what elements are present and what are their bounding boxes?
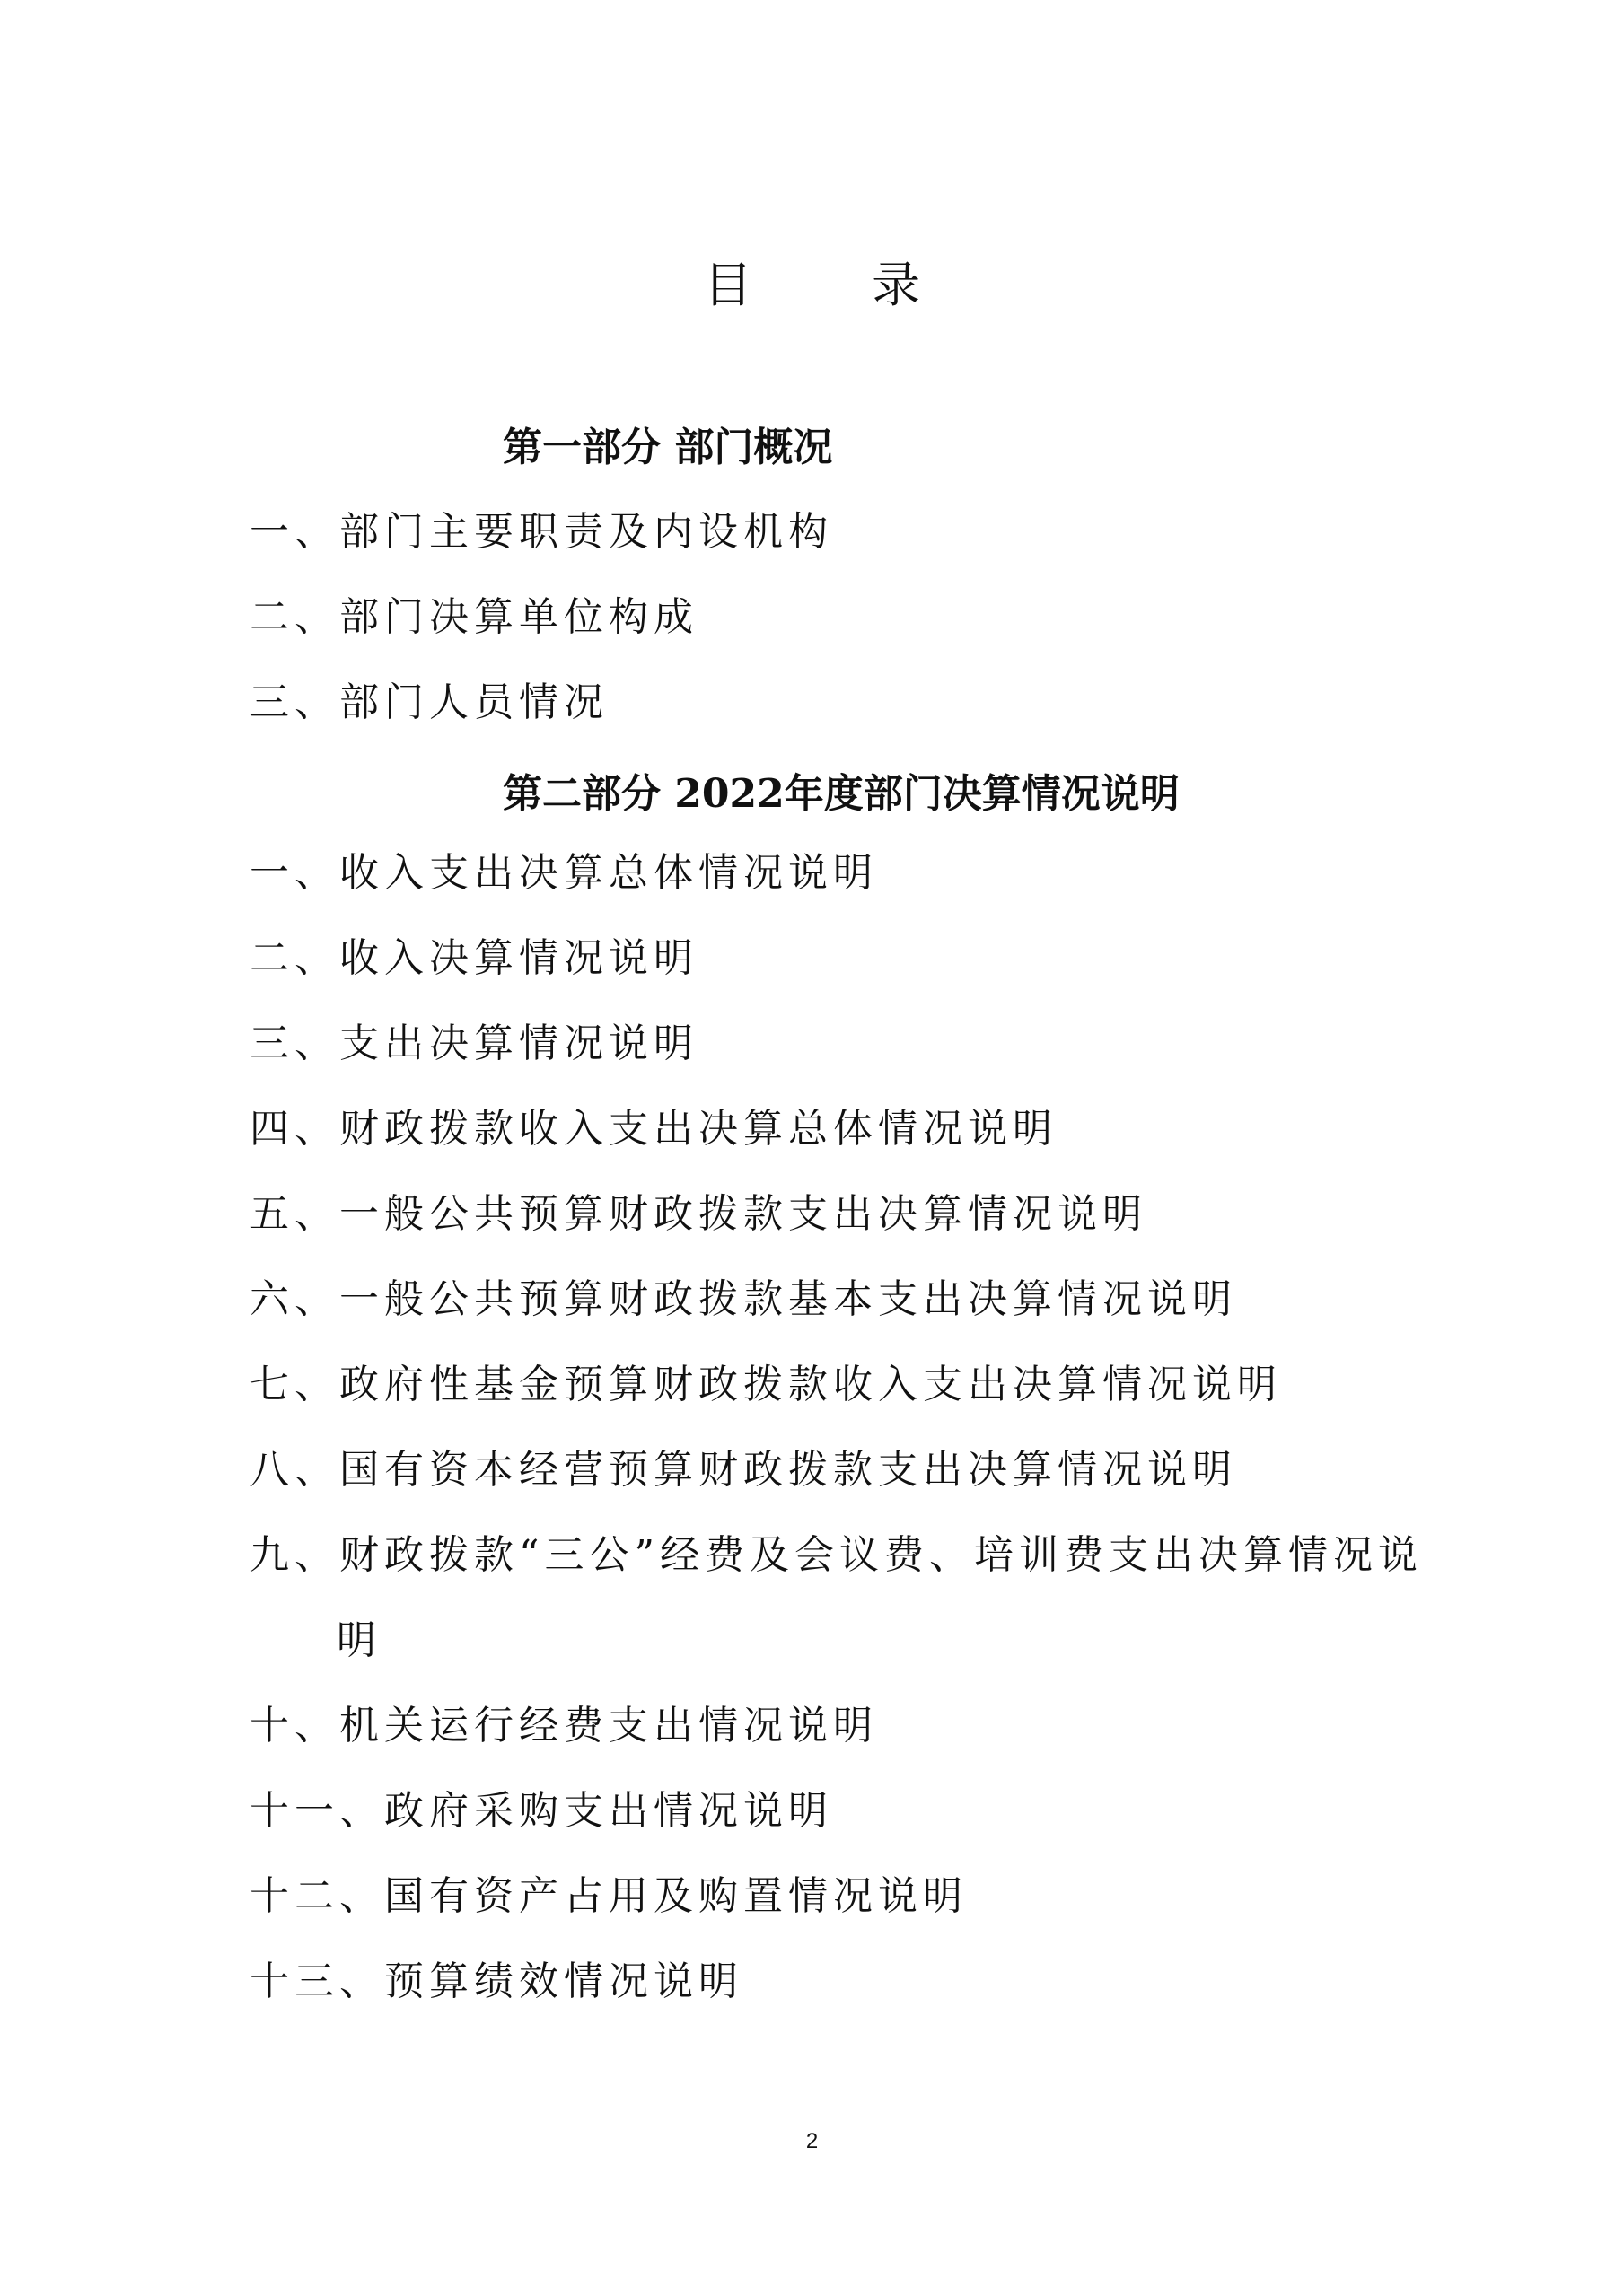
page-number: 2: [805, 2129, 819, 2153]
toc-item-part1-1: 一、部门主要职责及内设机构: [250, 509, 833, 555]
toc-item-part2-12: 十二、国有资产占用及购置情况说明: [250, 1873, 968, 1919]
part1-heading: 第一部分 部门概况: [503, 425, 833, 470]
toc-item-part1-3: 三、部门人员情况: [250, 679, 609, 725]
toc-item-part1-2: 二、部门决算单位构成: [250, 594, 698, 640]
toc-item-part2-9: [250, 1512, 1423, 1598]
toc-item-part2-9-line1: 九、财政拨款“三公”经费及会议费、培训费支出决算情况说: [250, 1532, 1423, 1578]
toc-item-part2-10: 十、机关运行经费支出情况说明: [250, 1703, 878, 1748]
toc-item-part2-13: 十三、预算绩效情况说明: [250, 1959, 743, 2004]
toc-item-part2-5: 五、一般公共预算财政拨款支出决算情况说明: [250, 1191, 1147, 1237]
toc-item-part2-11: 十一、政府采购支出情况说明: [250, 1788, 833, 1834]
toc-item-part2-7: 七、政府性基金预算财政拨款收入支出决算情况说明: [250, 1362, 1282, 1407]
toc-item-part2-2: 二、收入决算情况说明: [250, 935, 698, 981]
toc-item-part2-1: 一、收入支出决算总体情况说明: [250, 850, 878, 896]
part2-heading: 第二部分 2022年度部门决算情况说明: [503, 771, 1180, 817]
toc-item-part2-8: 八、国有资本经营预算财政拨款支出决算情况说明: [250, 1447, 1237, 1493]
page-title: 目 录: [703, 257, 973, 313]
toc-item-part2-4: 四、财政拨款收入支出决算总体情况说明: [250, 1106, 1058, 1152]
toc-item-part2-3: 三、支出决算情况说明: [250, 1021, 698, 1066]
toc-item-part2-9-continuation: 明: [337, 1617, 382, 1663]
toc-item-part2-6: 六、一般公共预算财政拨款基本支出决算情况说明: [250, 1276, 1237, 1322]
